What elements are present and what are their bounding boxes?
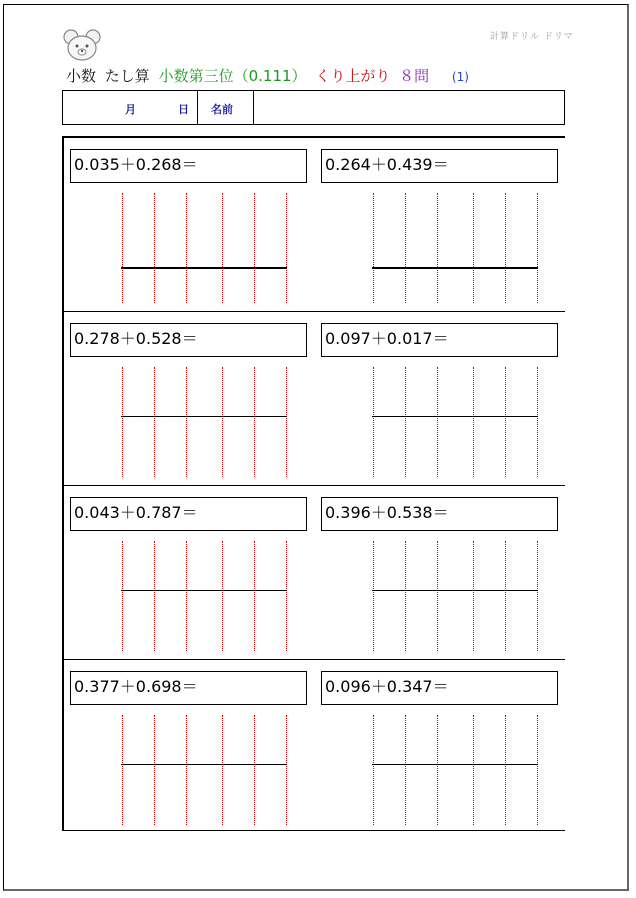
- answer-line: [121, 764, 287, 765]
- digit-guide-line: [437, 193, 438, 303]
- digit-guide-line: [186, 715, 187, 825]
- digit-guide-line: [473, 715, 474, 825]
- worksheet-title: [66, 65, 473, 86]
- digit-guide-line: [405, 541, 406, 651]
- digit-guide-line: [286, 541, 287, 651]
- bear-logo-icon: [62, 28, 102, 62]
- digit-guide-line: [122, 367, 123, 477]
- digit-guide-line: [254, 715, 255, 825]
- answer-line: [372, 590, 538, 591]
- digit-guide-line: [222, 367, 223, 477]
- digit-guide-line: [373, 193, 374, 303]
- digit-guide-line: [537, 367, 538, 477]
- digit-guide-line: [222, 193, 223, 303]
- problem-box: 0.278＋0.528＝: [70, 323, 307, 357]
- title-part: 小数: [66, 67, 97, 85]
- digit-guide-line: [405, 367, 406, 477]
- divider: [62, 659, 565, 660]
- digit-guide-line: [405, 193, 406, 303]
- digit-guide-line: [373, 715, 374, 825]
- title-part: くり上がり: [315, 67, 391, 85]
- digit-guide-line: [373, 541, 374, 651]
- divider: [253, 91, 254, 124]
- problem-grid: [62, 136, 565, 831]
- digit-guide-line: [473, 541, 474, 651]
- answer-line: [121, 416, 287, 417]
- digit-guide-line: [537, 193, 538, 303]
- digit-guide-line: [222, 541, 223, 651]
- divider: [197, 91, 198, 124]
- divider: [62, 830, 565, 831]
- digit-guide-line: [473, 367, 474, 477]
- problem-box: 0.035＋0.268＝: [70, 149, 307, 183]
- title-number: (1): [451, 70, 469, 84]
- digit-guide-line: [122, 541, 123, 651]
- problem-box: 0.096＋0.347＝: [321, 671, 558, 705]
- digit-guide-line: [286, 367, 287, 477]
- digit-guide-line: [505, 715, 506, 825]
- digit-guide-line: [537, 541, 538, 651]
- digit-guide-line: [186, 367, 187, 477]
- digit-guide-line: [254, 193, 255, 303]
- day-label: 日: [178, 103, 189, 116]
- digit-guide-line: [505, 367, 506, 477]
- title-part: 小数第三位（0.111）: [158, 67, 307, 85]
- digit-guide-line: [254, 367, 255, 477]
- digit-guide-line: [254, 541, 255, 651]
- answer-line: [372, 764, 538, 765]
- name-date-row: [62, 90, 565, 125]
- answer-line: [121, 267, 287, 269]
- digit-guide-line: [505, 541, 506, 651]
- digit-guide-line: [286, 193, 287, 303]
- digit-guide-line: [505, 193, 506, 303]
- problem-box: 0.264＋0.439＝: [321, 149, 558, 183]
- answer-line: [121, 590, 287, 591]
- problem-box: 0.396＋0.538＝: [321, 497, 558, 531]
- answer-line: [372, 416, 538, 417]
- digit-guide-line: [373, 367, 374, 477]
- title-part: ８問: [399, 67, 430, 85]
- problem-box: 0.043＋0.787＝: [70, 497, 307, 531]
- name-label: 名前: [211, 103, 233, 116]
- digit-guide-line: [405, 715, 406, 825]
- divider: [62, 485, 565, 486]
- digit-guide-line: [222, 715, 223, 825]
- digit-guide-line: [154, 715, 155, 825]
- digit-guide-line: [154, 541, 155, 651]
- digit-guide-line: [537, 715, 538, 825]
- digit-guide-line: [437, 715, 438, 825]
- divider: [62, 136, 565, 138]
- digit-guide-line: [437, 367, 438, 477]
- site-label: 計算ドリル ドリマ: [490, 32, 574, 42]
- divider: [62, 311, 565, 312]
- title-part: たし算: [104, 67, 150, 85]
- digit-guide-line: [122, 715, 123, 825]
- digit-guide-line: [154, 367, 155, 477]
- digit-guide-line: [122, 193, 123, 303]
- digit-guide-line: [186, 193, 187, 303]
- problem-box: 0.377＋0.698＝: [70, 671, 307, 705]
- month-label: 月: [125, 103, 136, 116]
- divider: [62, 136, 64, 831]
- digit-guide-line: [186, 541, 187, 651]
- digit-guide-line: [286, 715, 287, 825]
- digit-guide-line: [473, 193, 474, 303]
- digit-guide-line: [154, 193, 155, 303]
- problem-box: 0.097＋0.017＝: [321, 323, 558, 357]
- digit-guide-line: [437, 541, 438, 651]
- answer-line: [372, 267, 538, 269]
